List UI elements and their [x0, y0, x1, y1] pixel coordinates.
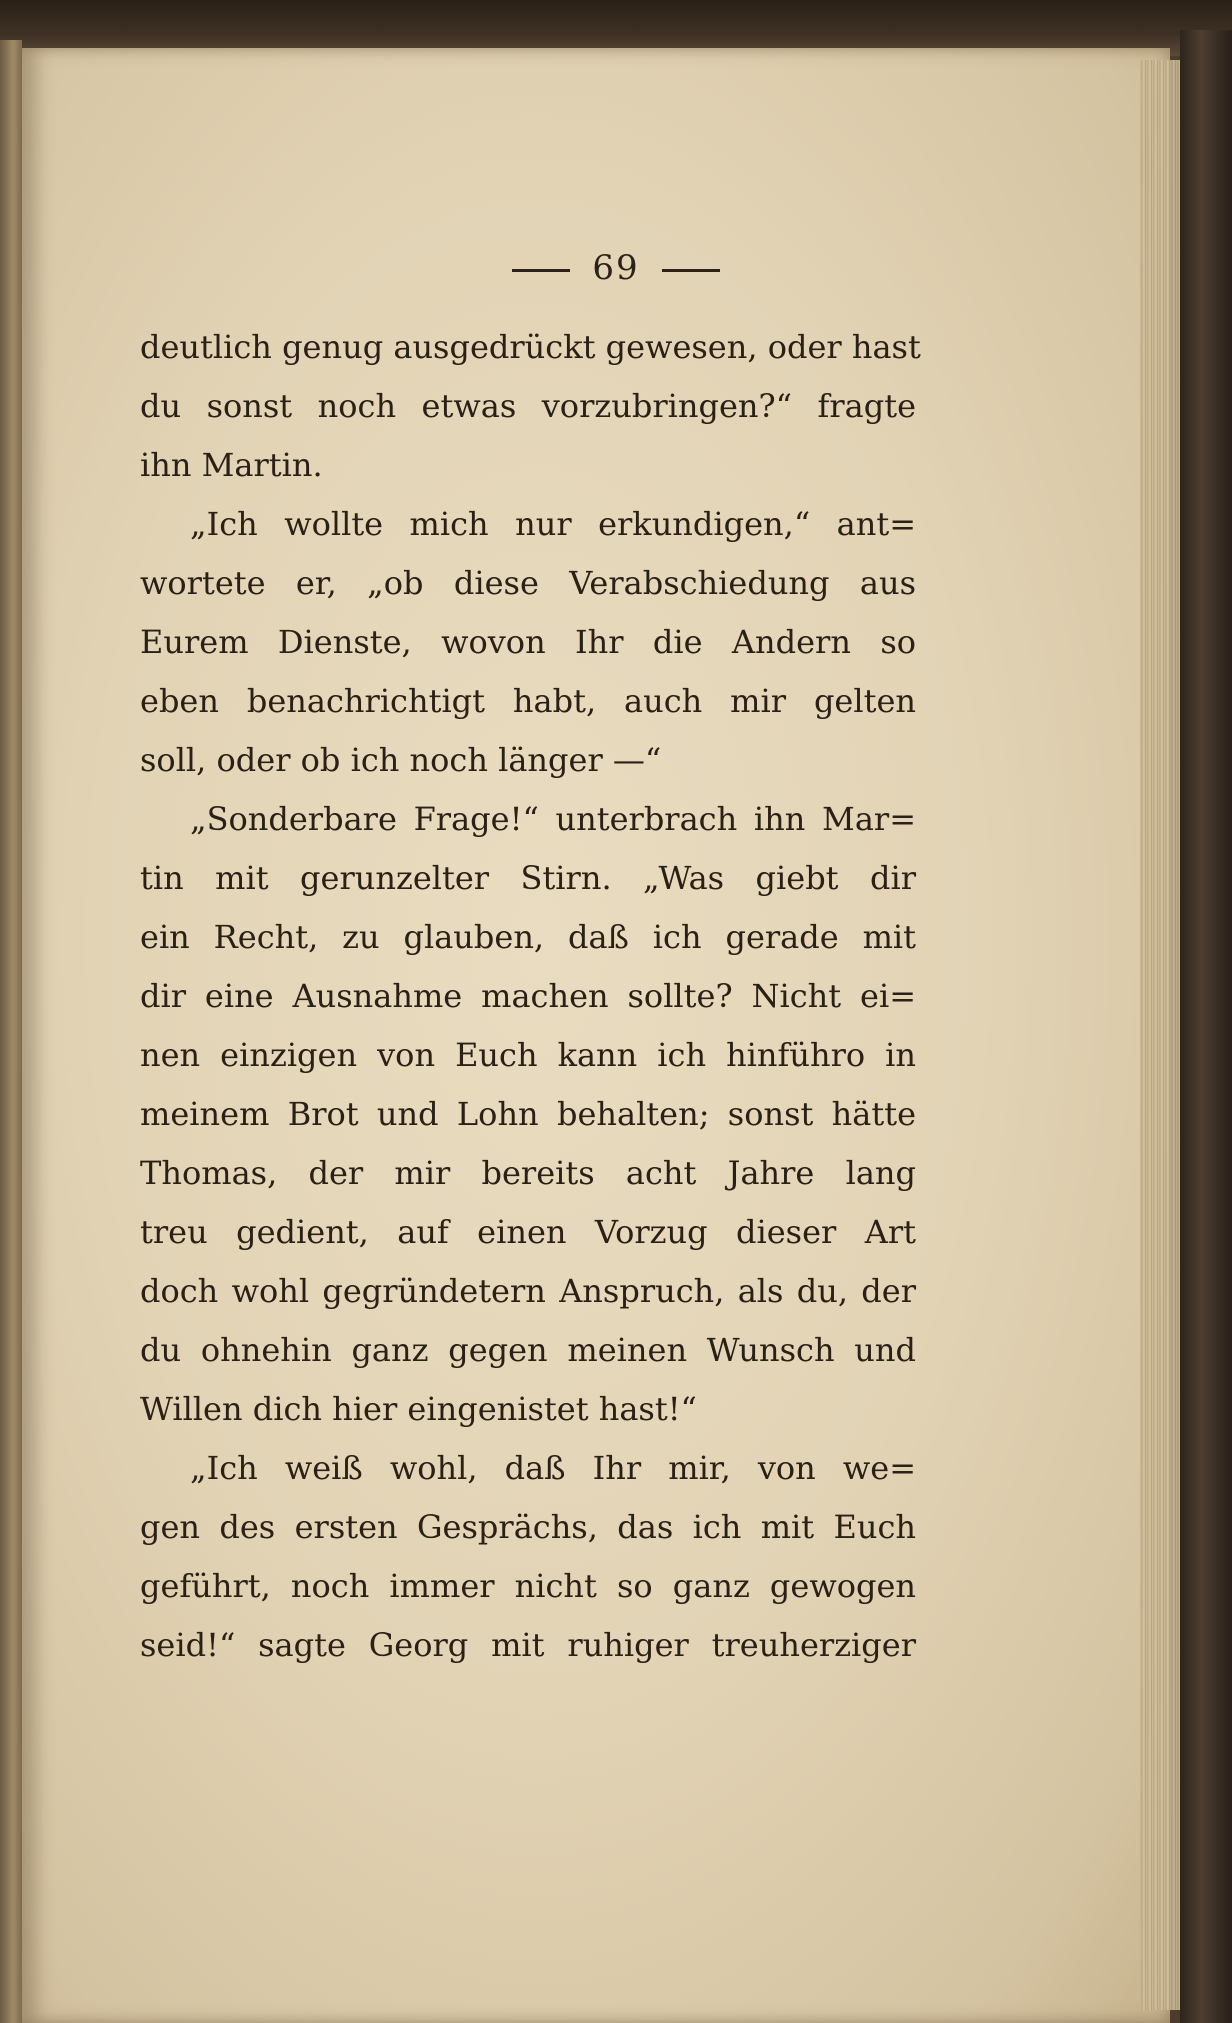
text-line: wortete er, „ob diese Verabschiedung aus: [140, 564, 916, 602]
text-line: nen einzigen von Euch kann ich hinführo in: [140, 1036, 916, 1074]
text-line: geführt, noch immer nicht so ganz gewogen: [140, 1567, 916, 1605]
page-number-header: [0, 248, 1232, 288]
facing-page-edge: [0, 40, 22, 2023]
text-line: Thomas, der mir bereits acht Jahre lang: [140, 1154, 916, 1192]
text-line: ihn Martin.: [140, 446, 323, 484]
text-line: du ohnehin ganz gegen meinen Wunsch und: [140, 1331, 916, 1369]
text-line: dir eine Ausnahme machen sollte? Nicht ei=: [140, 977, 916, 1015]
text-line: Eurem Dienste, wovon Ihr die Andern so: [140, 623, 916, 661]
text-line: tin mit gerunzelter Stirn. „Was giebt dir: [140, 859, 916, 897]
book-cover-edge: [1180, 30, 1232, 2023]
text-line: ein Recht, zu glauben, daß ich gerade mit: [140, 918, 916, 956]
text-line: „Ich weiß wohl, daß Ihr mir, von we=: [190, 1449, 916, 1487]
text-line: deutlich genug ausgedrückt gewesen, oder hast: [140, 328, 921, 366]
header-dash-left: [512, 269, 570, 272]
text-line: „Ich wollte mich nur erkundigen,“ ant=: [190, 505, 916, 543]
text-line: seid!“ sagte Georg mit ruhiger treuherziger: [140, 1626, 916, 1664]
text-line: soll, oder ob ich noch länger —“: [140, 741, 662, 779]
text-line: meinem Brot und Lohn behalten; sonst hätte: [140, 1095, 916, 1133]
text-line: eben benachrichtigt habt, auch mir gelten: [140, 682, 916, 720]
text-line: du sonst noch etwas vorzubringen?“ fragte: [140, 387, 916, 425]
header-dash-right: [662, 269, 720, 272]
page-body-text: [140, 318, 921, 1675]
text-line: „Sonderbare Frage!“ unterbrach ihn Mar=: [190, 800, 916, 838]
text-line: doch wohl gegründetern Anspruch, als du, der: [140, 1272, 916, 1310]
text-line: gen des ersten Gesprächs, das ich mit Euch: [140, 1508, 916, 1546]
text-line: treu gedient, auf einen Vorzug dieser Art: [140, 1213, 916, 1251]
text-line: Willen dich hier eingenistet hast!“: [140, 1390, 697, 1428]
page-number: 69: [592, 248, 640, 288]
